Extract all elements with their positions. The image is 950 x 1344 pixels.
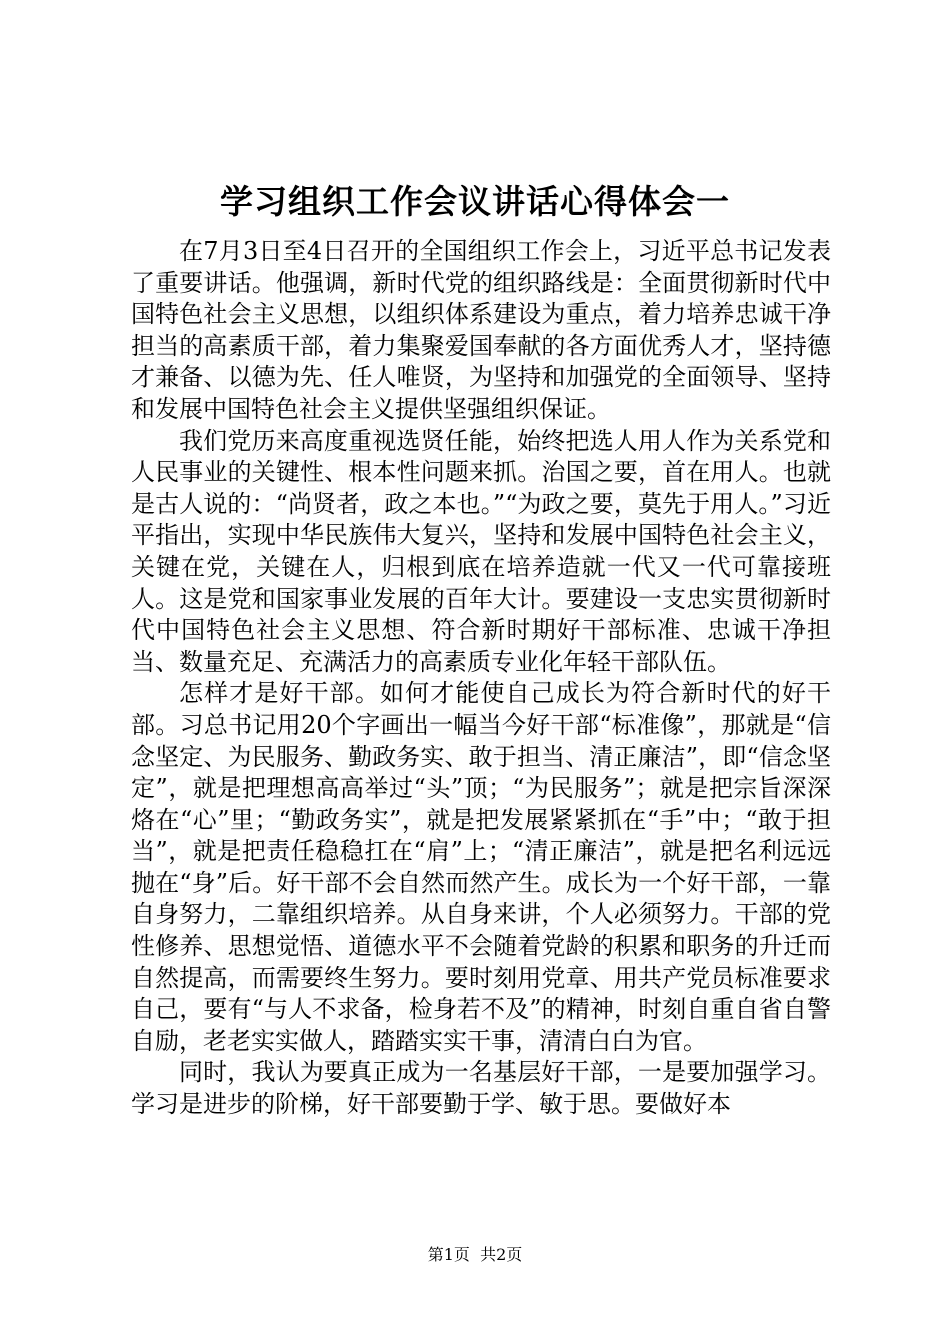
paragraph: 在7月3日至4日召开的全国组织工作会上，习近平总书记发表了重要讲话。他强调，新时代党的组织路线是：全面贯彻新时代中国特色社会主义思想，以组织体系建设为重点，着力培养忠诚干净担当的高素质干部，着力集聚爱国奉献的各方面优秀人才，坚持德才兼备、以德为先、任人唯贤，为坚持和加强党的全面领导、坚持和发展中国特色社会主义提供坚强组织保证。: [131, 237, 831, 423]
page-total: 共2页: [480, 1245, 523, 1264]
page-footer: [0, 1244, 950, 1266]
page-number: 第1页: [427, 1245, 470, 1264]
paragraph: 同时，我认为要真正成为一名基层好干部，一是要加强学习。学习是进步的阶梯，好干部要勤于学、敏于思。要做好本: [131, 1058, 831, 1119]
document-body: [131, 236, 831, 1121]
paragraph: 我们党历来高度重视选贤任能，始终把选人用人作为关系党和人民事业的关键性、根本性问题来抓。治国之要，首在用人。也就是古人说的：“尚贤者，政之本也。”“为政之要，莫先于用人。”习近平指出，实现中华民族伟大复兴，坚持和发展中国特色社会主义，关键在党，关键在人，归根到底在培养造就一代又一代可靠接班人。这是党和国家事业发展的百年大计。要建设一支忠实贯彻新时代中国特色社会主义思想、符合新时期好干部标准、忠诚干净担当、数量充足、充满活力的高素质专业化年轻干部队伍。: [131, 426, 831, 676]
paragraph: 怎样才是好干部。如何才能使自己成长为符合新时代的好干部。习总书记用20个字画出一幅当今好干部“标准像”，那就是“信念坚定、为民服务、勤政务实、敢于担当、清正廉洁”，即“信念坚定”，就是把理想高高举过“头”顶；“为民服务”；就是把宗旨深深烙在“心”里；“勤政务实”，就是把发展紧紧抓在“手”中；“敢于担当”，就是把责任稳稳扛在“肩”上；“清正廉洁”，就是把名利远远抛在“身”后。好干部不会自然而然产生。成长为一个好干部，一靠自身努力，二靠组织培养。从自身来讲，个人必须努力。干部的党性修养、思想觉悟、道德水平不会随着党龄的积累和职务的升迁而自然提高，而需要终生努力。要时刻用党章、用共产党员标准要求自己，要有“与人不求备，检身若不及”的精神，时刻自重自省自警自励，老老实实做人，踏踏实实干事，清清白白为官。: [131, 679, 831, 1055]
document-title: 学习组织工作会议讲话心得体会一: [220, 182, 730, 221]
